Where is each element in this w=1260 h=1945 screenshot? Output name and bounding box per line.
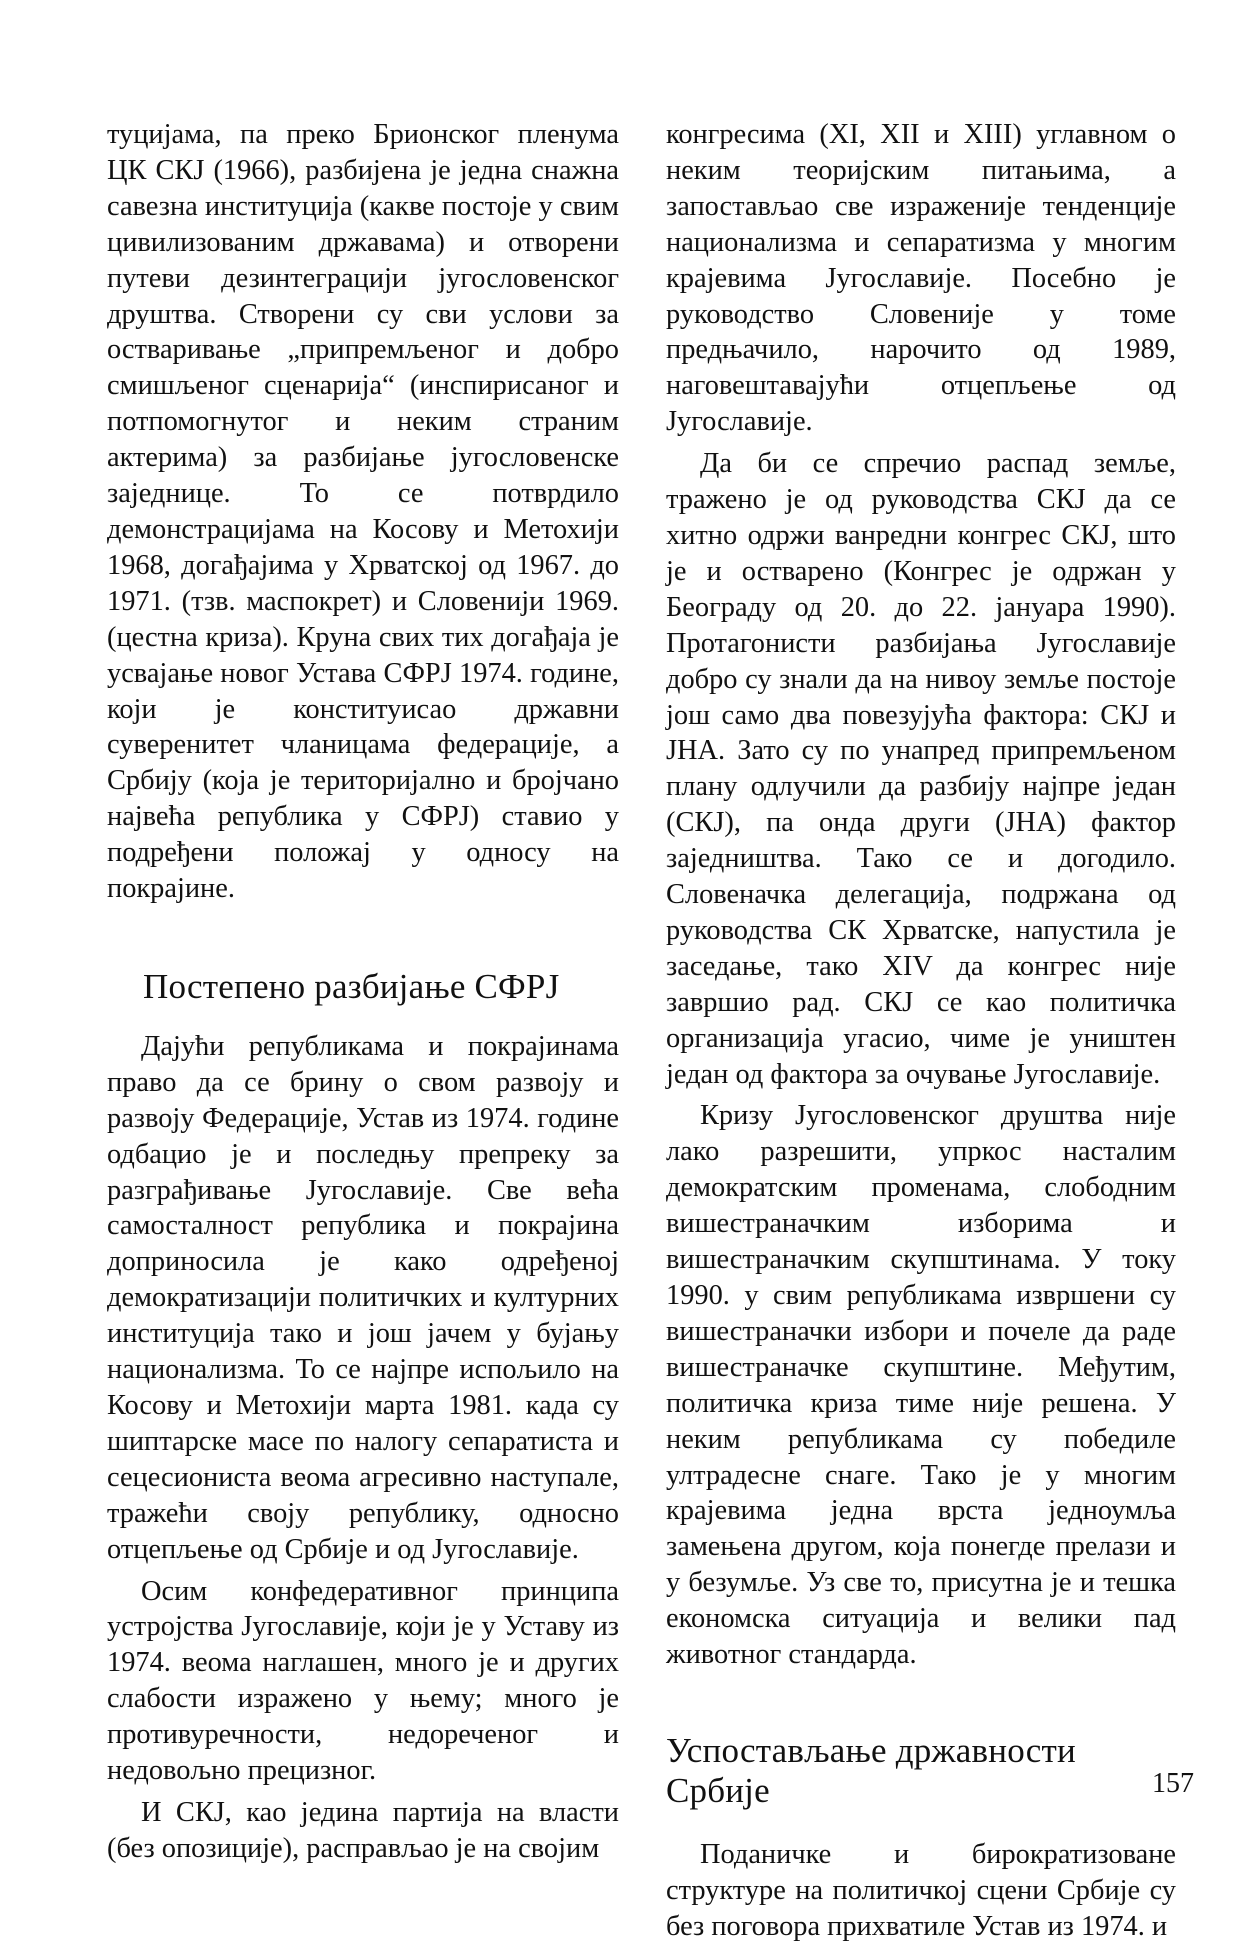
- paragraph: Дајући републикама и покрајинама право да се брину о свом развоју и развоју Федерације, Устав из 1974. године одбацио је и последњу препреку за разграђивање Југославије. Све већа самосталност република и покрајина доприносила је како одређеној демократизацији политичких и културних институција тако и још јачем у бујању национализма. То се најпре испољило на Косову и Метохији марта 1981. када су шиптарске масе по налогу сепаратиста и сецесиониста веома агресивно наступале, тражећи своју републику, односно отцепљење од Србије и од Југославије.: [107, 1030, 619, 1565]
- paragraph: конгресима (XI, XII и XIII) углавном о неким теоријским питањима, а запостављао све израженије тенденције национализма и сепаратизма у многим крајевима Југославије. Посебно је руководство Словеније у томе предњачило, нарочито од 1989, наговештавајући отцепљење од Југославије.: [666, 119, 1176, 438]
- paragraph: Осим конфедеративног принципа устројства Југославије, који је у Уставу из 1974. веома наглашен, много је и других слабости изражено у њему; много је противуречности, недореченог и недовољно прецизног.: [107, 1575, 619, 1787]
- paragraph: И СКЈ, као једина партија на власти (без опозиције), расправљао је на својим: [107, 1796, 619, 1864]
- right-column: [666, 117, 1176, 1945]
- section-heading: Постепено разбијање СФРЈ: [143, 966, 560, 1006]
- section-heading: Успостављање државности Србије: [666, 1730, 1076, 1810]
- left-column: [107, 117, 619, 1867]
- paragraph: Кризу Југословенског друштва није лако разрешити, упркос насталим демократским променама, слободним вишестраначким изборима и вишестраначким скупштинама. У току 1990. у свим републикама извршени су вишестраначки избори и почеле да раде вишестраначке скупштине. Међутим, политичка криза тиме није решена. У неким републикама су победиле ултрадесне снаге. Тако је у многим крајевима једна врста једноумља замењена другом, која понегде прелази и у безумље. Уз све то, присутна је и тешка економска ситуација и велики пад животног стандарда.: [666, 1100, 1176, 1671]
- paragraph: Да би се спречио распад земље, тражено је од руководства СКЈ да се хитно одржи ванредни конгрес СКЈ, што је и остварено (Конгрес је одржан у Београду од 20. до 22. јануара 1990). Протагонисти разбијања Југославије добро су знали да на нивоу земље постоје још само два повезујућа фактора: СКЈ и ЈНА. Зато су по унапред припремљеном плану одлучили да разбију најпре један (СКЈ), па онда други (ЈНА) фактор заједништва. Тако се и догодило. Словеначка делегација, подржана од руководства СК Хрватске, напустила је заседање, тако XIV да конгрес није завршио рад. СКЈ се као политичка организација угасио, чиме је уништен један од фактора за очување Југославије.: [666, 448, 1176, 1090]
- paragraph: туцијама, па преко Брионског пленума ЦК СКЈ (1966), разбијена је једна снажна савезна институција (какве постоје у свим цивилизованим државама) и отворени путеви дезинтеграцији југословенског друштва. Створени су сви услови за остваривање „припремљеног и добро смишљеног сценарија“ (инспирисаног и потпомогнутог и неким страним актерима) за разбијање југословенске заједнице. То се потврдило демонстрацијама на Косову и Метохији 1968, догађајима у Хрватској од 1967. до 1971. (тзв. маспокрет) и Словенији 1969. (цестна криза). Круна свих тих догађаја је усвајање новог Устава СФРЈ 1974. године, који је конституисао државни суверенитет чланицама федерације, а Србију (која је територијално и бројчано највећа република у СФРЈ) ставио у подређени положај у односу на покрајине.: [107, 119, 619, 905]
- page-number: 157: [1152, 1768, 1194, 1799]
- paragraph: Поданичке и бирократизоване структуре на политичкој сцени Србије су без поговора прихватиле Устав из 1974. и: [666, 1838, 1176, 1942]
